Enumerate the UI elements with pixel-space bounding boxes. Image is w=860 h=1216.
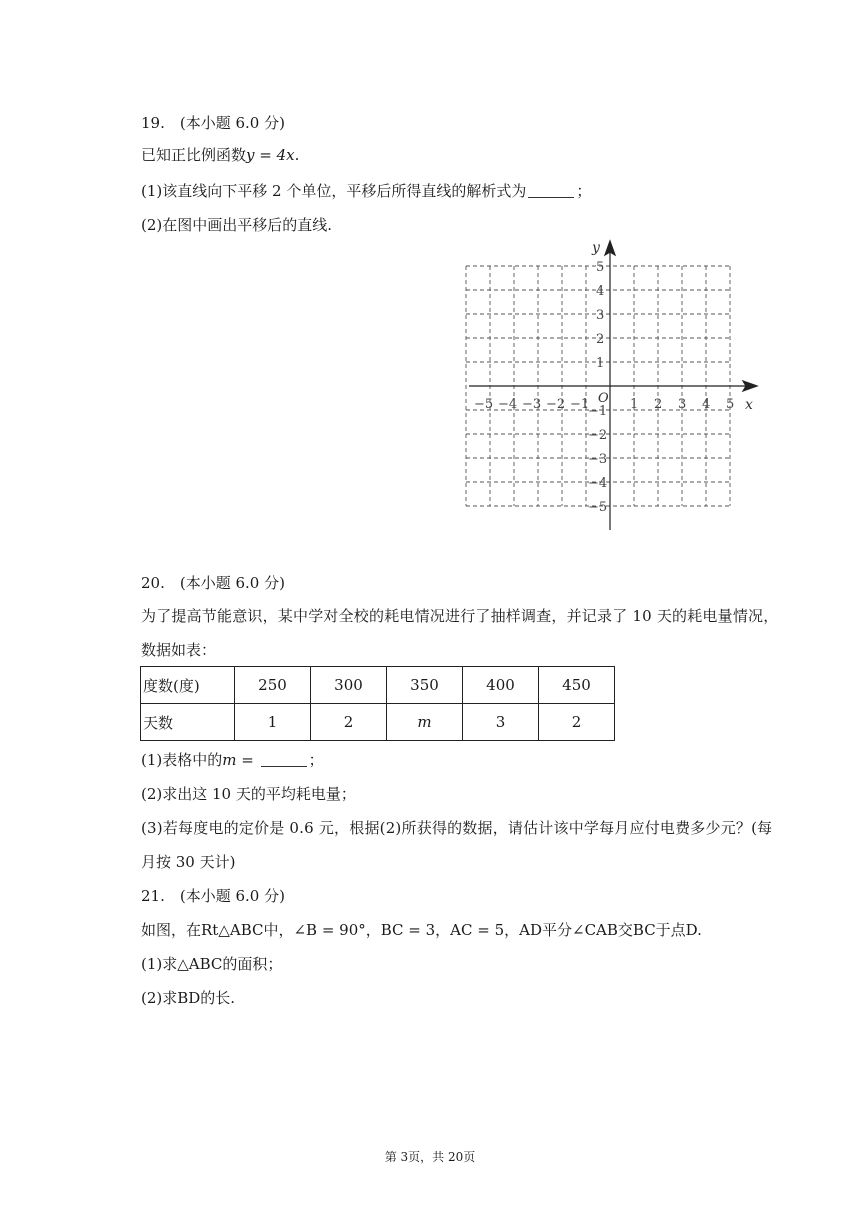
q21-header: 21. (本小题 6.0 分) [141,887,285,905]
q19-stem-prefix: 已知正比例函数 [141,146,247,164]
table-cell: 350 [387,667,463,704]
q19-part1-text: (1)该直线向下平移 2 个单位，平移后所得直线的解析式为 [141,182,527,200]
x-tick-label: 1 [630,397,639,412]
q20-part1-formula: m = [222,751,254,769]
q19-header: 19. (本小题 6.0 分) [141,114,285,132]
x-tick-label: 2 [654,397,663,412]
x-tick-label: 3 [678,397,687,412]
x-axis-label: x [745,397,753,413]
origin-label: O [598,391,609,406]
x-tick-label: −5 [474,397,494,412]
y-tick-label: −1 [588,404,608,419]
x-tick-label: 4 [702,397,711,412]
table-cell: 3 [463,704,539,741]
y-tick-label: −4 [588,476,608,491]
q20-stem-line1: 为了提高节能意识，某中学对全校的耗电情况进行了抽样调查，并记录了 10 天的耗电量情况， [141,607,779,625]
data-table [140,666,615,741]
coordinate-grid [465,236,765,536]
q21-part2: (2)求BD的长. [141,989,236,1007]
q19-part1 [141,181,591,201]
q20-part1 [141,750,324,770]
y-tick-label: 1 [596,356,605,371]
x-tick-label: 5 [726,397,735,412]
y-tick-label: 3 [596,308,605,323]
y-tick-label: 2 [596,332,605,347]
q20-stem-line2: 数据如表： [141,641,217,659]
page-footer: 第 3页，共 20页 [384,1150,476,1164]
q20-header: 20. (本小题 6.0 分) [141,574,285,592]
answer-blank[interactable] [261,752,307,767]
y-tick-label: −2 [588,428,608,443]
q21-stem: 如图，在Rt△ABC中，∠B = 90°，BC = 3，AC = 5，AD平分∠CAB交BC于点D. [141,921,702,939]
table-cell: 300 [311,667,387,704]
x-tick-label: −3 [522,397,542,412]
table-row [141,667,615,704]
axes [469,241,757,530]
y-tick-label: −3 [588,452,608,467]
y-tick-labels [588,260,607,515]
q19-stem [141,145,299,165]
table-cell-m: m [387,704,463,741]
q20-part3-line1: (3)若每度电的定价是 0.6 元，根据(2)所获得的数据，请估计该中学每月应付电费多少元？(每 [141,819,773,837]
table-cell: 2 [311,704,387,741]
answer-blank[interactable] [528,183,574,198]
q19-part1-end: ； [576,182,592,200]
table-cell: 400 [463,667,539,704]
y-tick-label: 4 [596,284,605,299]
x-tick-label: −1 [570,397,590,412]
y-tick-label: −5 [588,500,608,515]
y-axis-label: y [592,240,600,256]
table-cell: 250 [235,667,311,704]
y-tick-label: 5 [596,260,605,275]
q20-part1-prefix: (1)表格中的 [141,751,223,769]
q20-part2: (2)求出这 10 天的平均耗电量； [141,785,356,803]
table-cell: 1 [235,704,311,741]
q19-stem-suffix: . [294,146,300,164]
q20-part3-line2: 月按 30 天计) [141,853,236,871]
q20-part1-end: ； [308,751,324,769]
table-cell: 2 [539,704,615,741]
table-row [141,704,615,741]
q19-part2: (2)在图中画出平移后的直线. [141,216,333,234]
x-tick-label: −4 [498,397,518,412]
q19-formula: y = 4x [246,146,295,164]
row-label-degrees: 度数(度) [141,667,235,704]
table-cell: 450 [539,667,615,704]
x-tick-label: −2 [546,397,566,412]
row-label-days: 天数 [141,704,235,741]
q21-part1: (1)求△ABC的面积； [141,955,283,973]
